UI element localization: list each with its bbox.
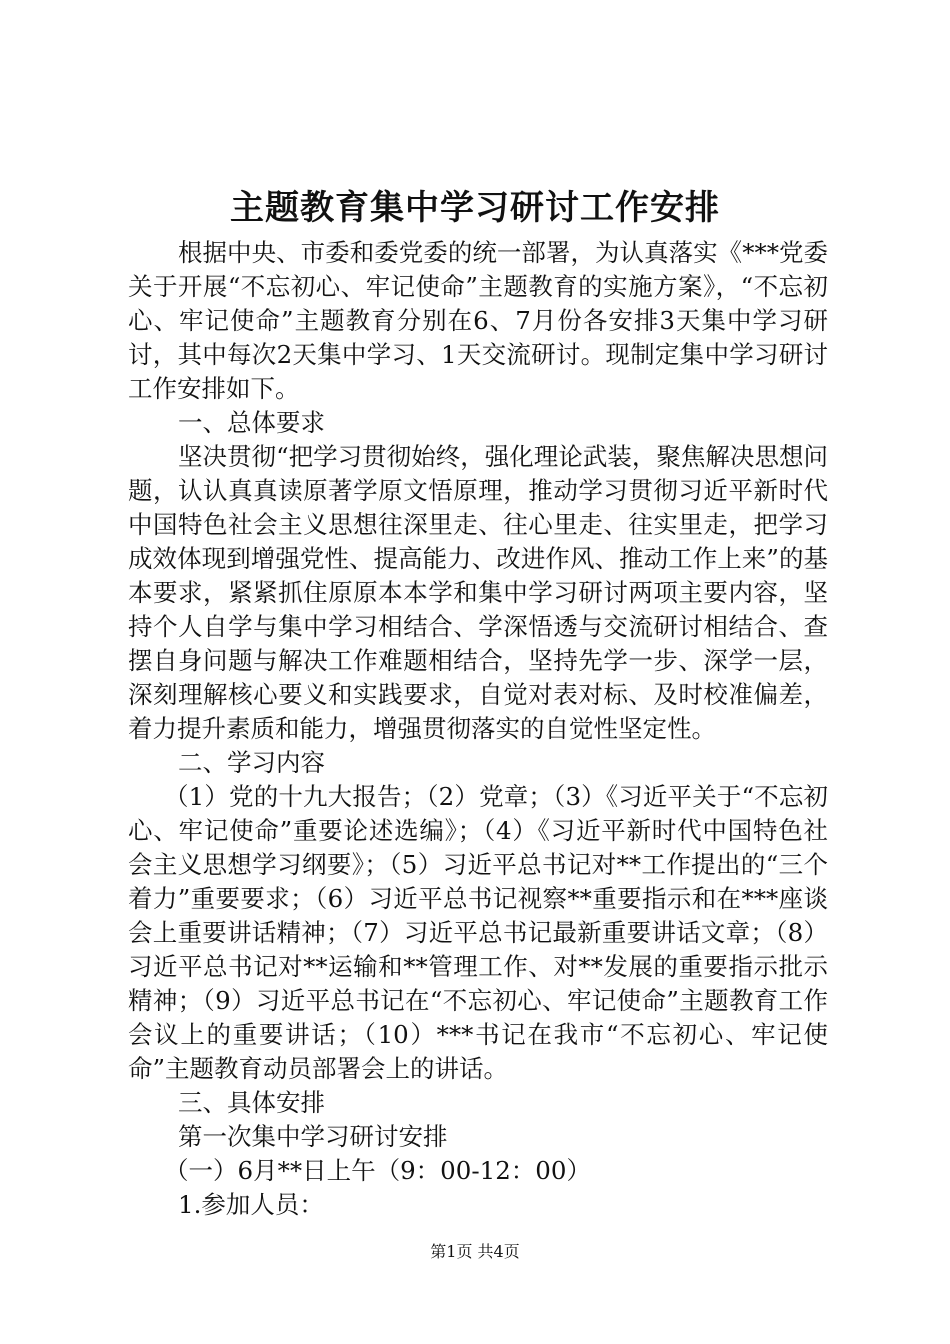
section-heading-general-requirements: 一、总体要求 <box>178 408 325 437</box>
intro-paragraph: 根据中央、市委和委党委的统一部署，为认真落实《***党委关于开展“不忘初心、牢记使命”主题教育的实施方案》，“不忘初心、牢记使命”主题教育分别在6、7月份各安排3天集中学习研讨，其中每次2天集中学习、1天交流研讨。现制定集中学习研讨工作安排如下。 <box>128 238 828 403</box>
section-heading-specific-arrangements: 三、具体安排 <box>178 1088 325 1117</box>
document-body <box>128 236 828 1222</box>
page-footer: 第1页 共4页 <box>430 1242 520 1261</box>
participants-item: 1.参加人员： <box>178 1190 324 1219</box>
section-heading-study-content: 二、学习内容 <box>178 748 325 777</box>
study-content-paragraph: （1）党的十九大报告；（2）党章；（3）《习近平关于“不忘初心、牢记使命”重要论述选编》；（4）《习近平新时代中国特色社会主义思想学习纲要》；（5）习近平总书记对**工作提出的“三个着力”重要要求；（6）习近平总书记视察**重要指示和在***座谈会上重要讲话精神；（7）习近平总书记最新重要讲话文章；（8）习近平总书记对**运输和**管理工作、对**发展的重要指示批示精神；（9）习近平总书记在“不忘初心、牢记使命”主题教育工作会议上的重要讲话；（10）***书记在我市“不忘初心、牢记使命”主题教育动员部署会上的讲话。 <box>128 782 828 1083</box>
document-title: 主题教育集中学习研讨工作安排 <box>230 188 720 228</box>
general-requirements-paragraph: 坚决贯彻“把学习贯彻始终，强化理论武装，聚焦解决思想问题，认认真真读原著学原文悟原理，推动学习贯彻习近平新时代中国特色社会主义思想往深里走、往心里走、往实里走，把学习成效体现到增强党性、提高能力、改进作风、推动工作上来”的基本要求，紧紧抓住原原本本学和集中学习研讨两项主要内容，坚持个人自学与集中学习相结合、学深悟透与交流研讨相结合、查摆自身问题与解决工作难题相结合，坚持先学一步、深学一层，深刻理解核心要义和实践要求，自觉对表对标、及时校准偏差，着力提升素质和能力，增强贯彻落实的自觉性坚定性。 <box>128 442 828 743</box>
first-session-heading: 第一次集中学习研讨安排 <box>178 1122 448 1151</box>
first-session-time: （一）6月**日上午（9：00-12：00） <box>164 1156 591 1185</box>
